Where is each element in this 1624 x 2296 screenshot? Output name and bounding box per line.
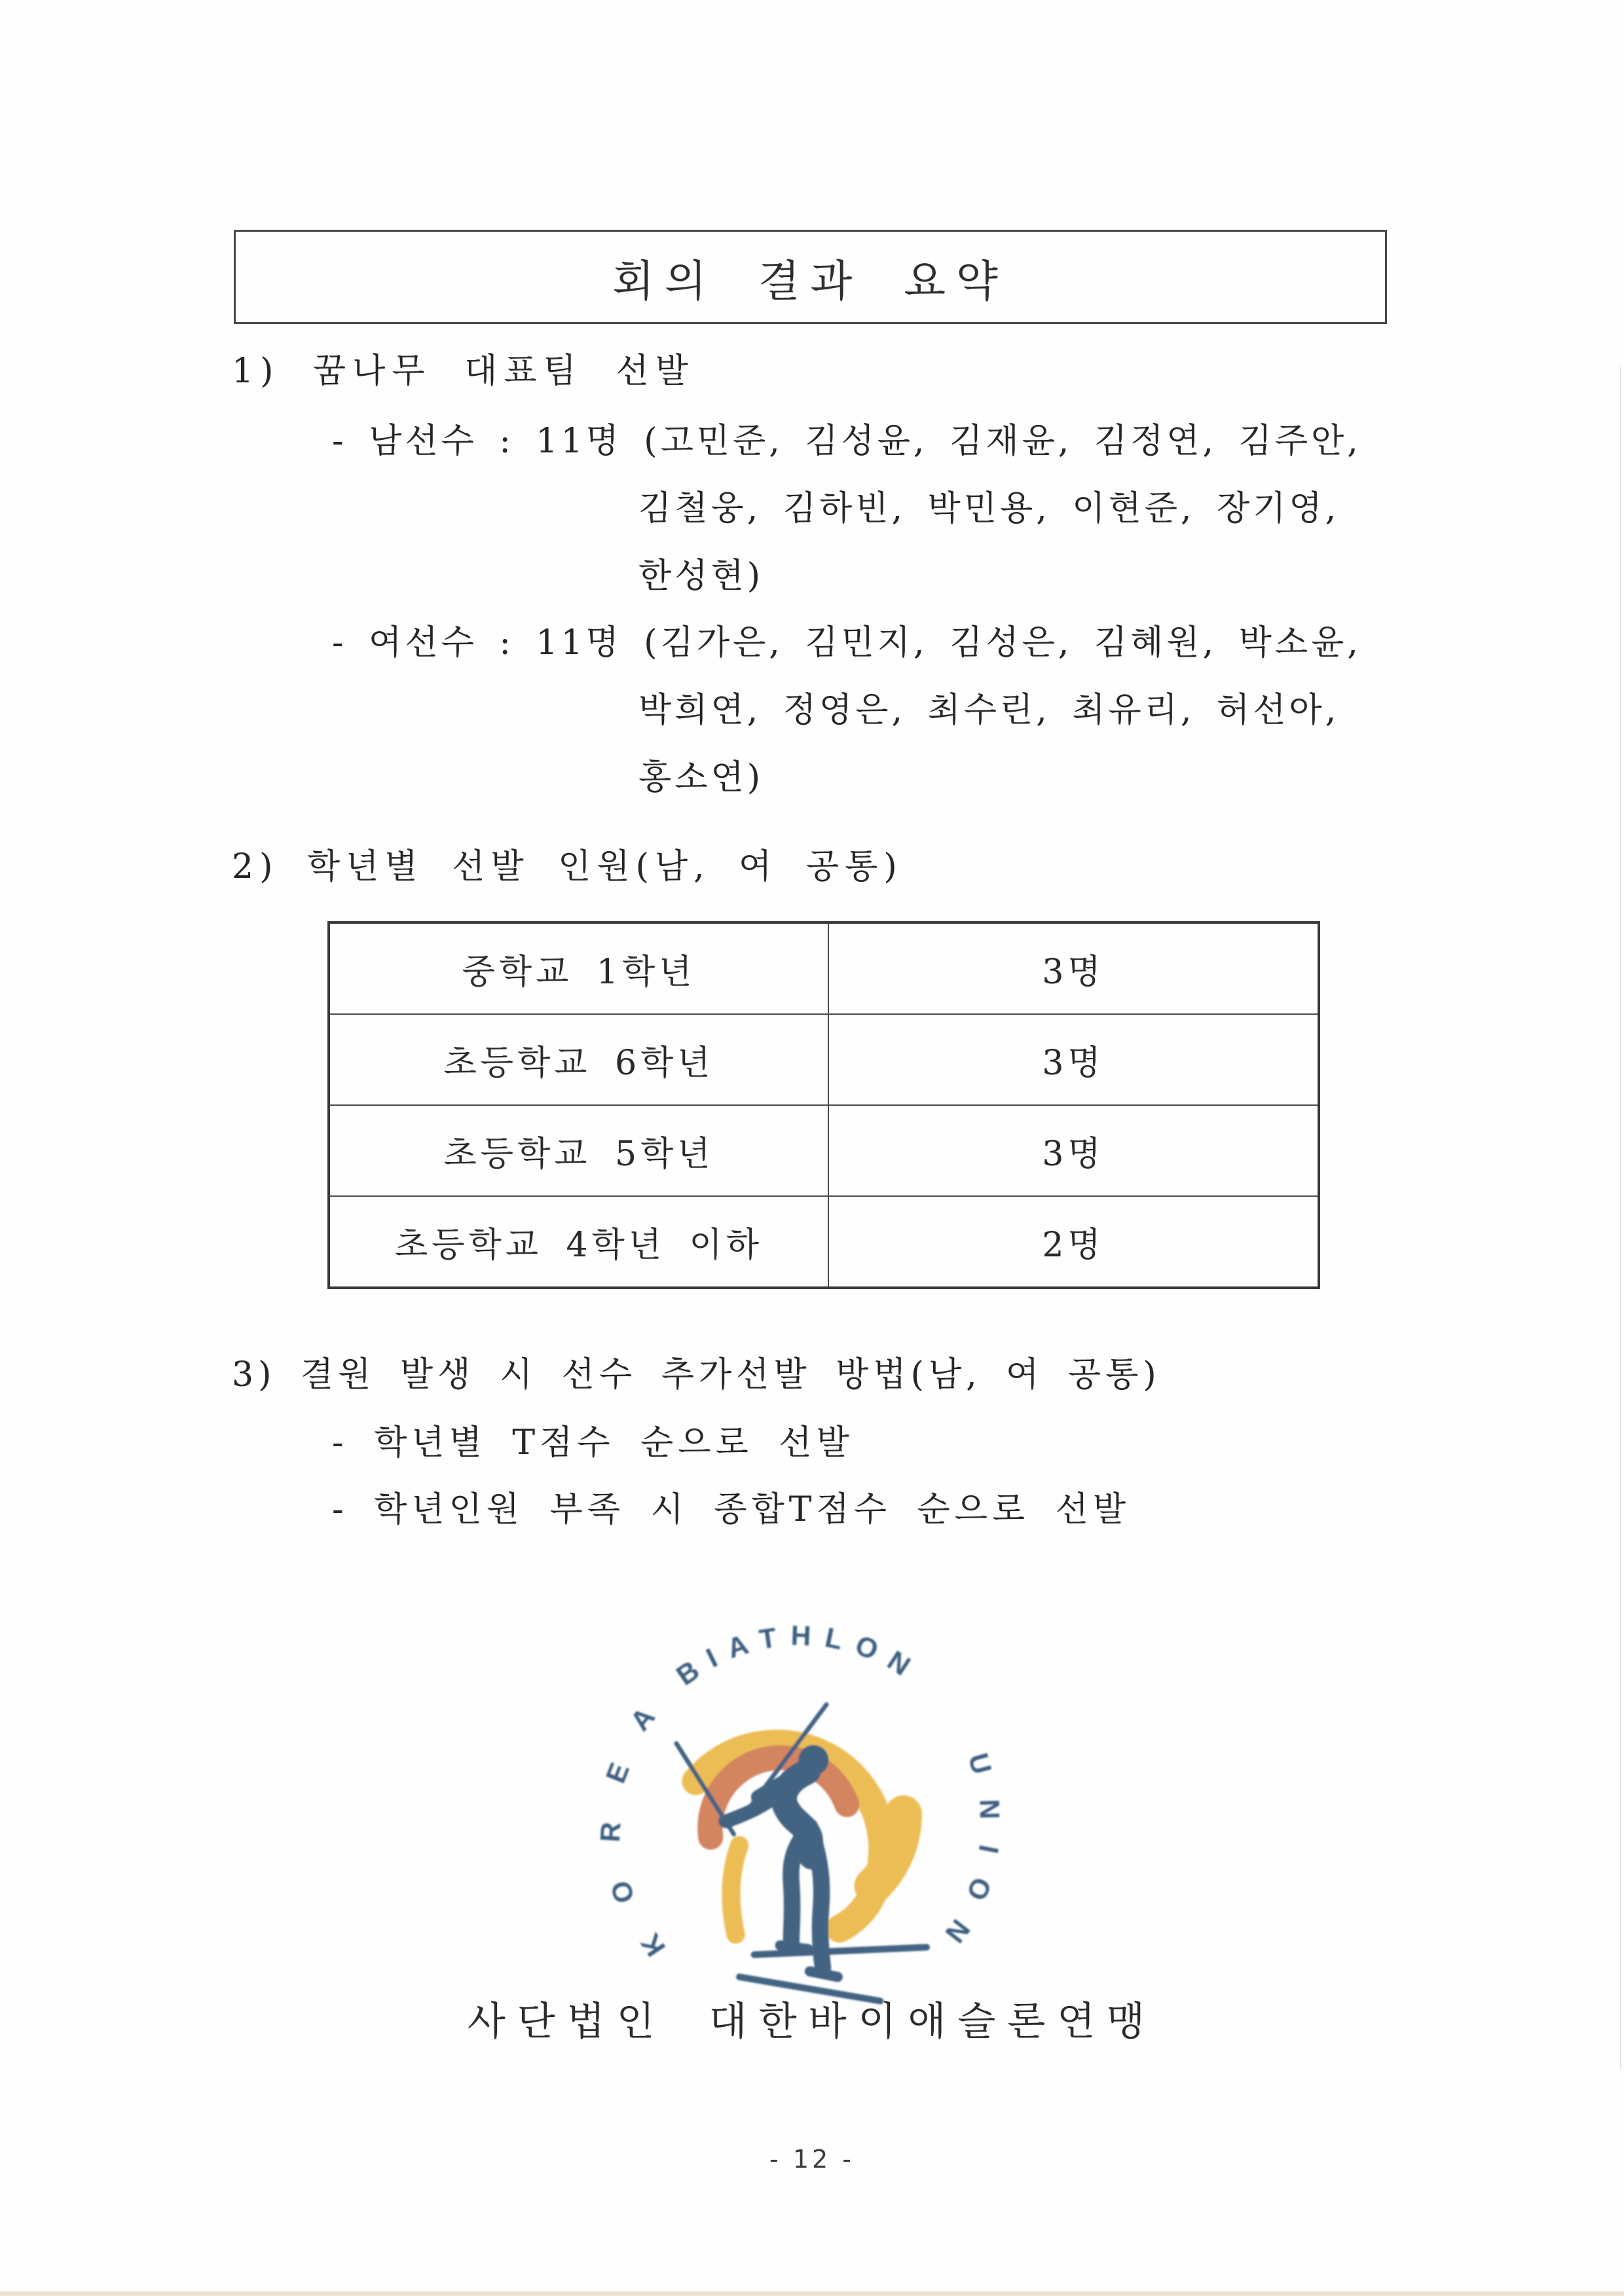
count-cell: 2명 xyxy=(828,1196,1319,1288)
count-cell: 3명 xyxy=(828,1105,1319,1196)
svg-text:KOREA xyxy=(595,1673,684,1961)
female-players-line-1: - 여선수 : 11명 (김가은, 김민지, 김성은, 김혜원, 박소윤, xyxy=(332,623,1361,663)
grade-cell: 중학교 1학년 xyxy=(329,922,828,1014)
count-cell: 3명 xyxy=(828,1014,1319,1105)
male-players-line-1: - 남선수 : 11명 (고민준, 김성윤, 김재윤, 김정연, 김주안, xyxy=(332,422,1361,461)
title-box xyxy=(234,230,1387,324)
count-cell: 3명 xyxy=(828,922,1319,1014)
organization-name: 사단법인 대한바이애슬론연맹 xyxy=(467,1999,1157,2045)
svg-text:BIATHLON xyxy=(671,1620,927,1691)
grade-cell: 초등학교 4학년 이하 xyxy=(329,1196,828,1288)
female-players-line-3: 홍소연) xyxy=(638,758,764,797)
grade-quota-table xyxy=(327,921,1320,1289)
doc-title: 회의 결과 요약 xyxy=(612,255,1008,306)
item2-heading: 2) 학년별 선발 인원(남, 여 공통) xyxy=(232,847,903,886)
page-number: - 12 - xyxy=(769,2145,855,2174)
kbu-logo xyxy=(587,1612,1025,2049)
table-row xyxy=(329,1014,1319,1105)
table-row xyxy=(329,922,1319,1014)
svg-text:UNION xyxy=(925,1750,1006,1967)
male-players-line-3: 한성현) xyxy=(638,556,764,596)
scan-artifact-bottom-edge xyxy=(0,2291,1624,2296)
logo-arc-biathlon: BIATHLON xyxy=(671,1620,927,1692)
grade-cell: 초등학교 5학년 xyxy=(329,1105,828,1196)
logo-arc-union: UNION xyxy=(924,1749,1006,1968)
scan-artifact-right-edge xyxy=(1620,367,1621,2069)
table-row xyxy=(329,1196,1319,1288)
table-row xyxy=(329,1105,1319,1196)
grade-cell: 초등학교 6학년 xyxy=(329,1014,828,1105)
item3-line-1: - 학년별 T점수 순으로 선발 xyxy=(332,1423,854,1463)
item3-heading: 3) 결원 발생 시 선수 추가선발 방법(남, 여 공통) xyxy=(232,1355,1161,1394)
item1-heading: 1) 꿈나무 대표팀 선발 xyxy=(232,352,695,391)
item3-line-2: - 학년인원 부족 시 종합T점수 순으로 선발 xyxy=(332,1490,1131,1529)
female-players-line-2: 박희연, 정영은, 최수린, 최유리, 허선아, xyxy=(638,691,1340,730)
logo-arc-korea: KOREA xyxy=(594,1673,685,1962)
male-players-line-2: 김철웅, 김하빈, 박민용, 이현준, 장기영, xyxy=(638,489,1340,528)
